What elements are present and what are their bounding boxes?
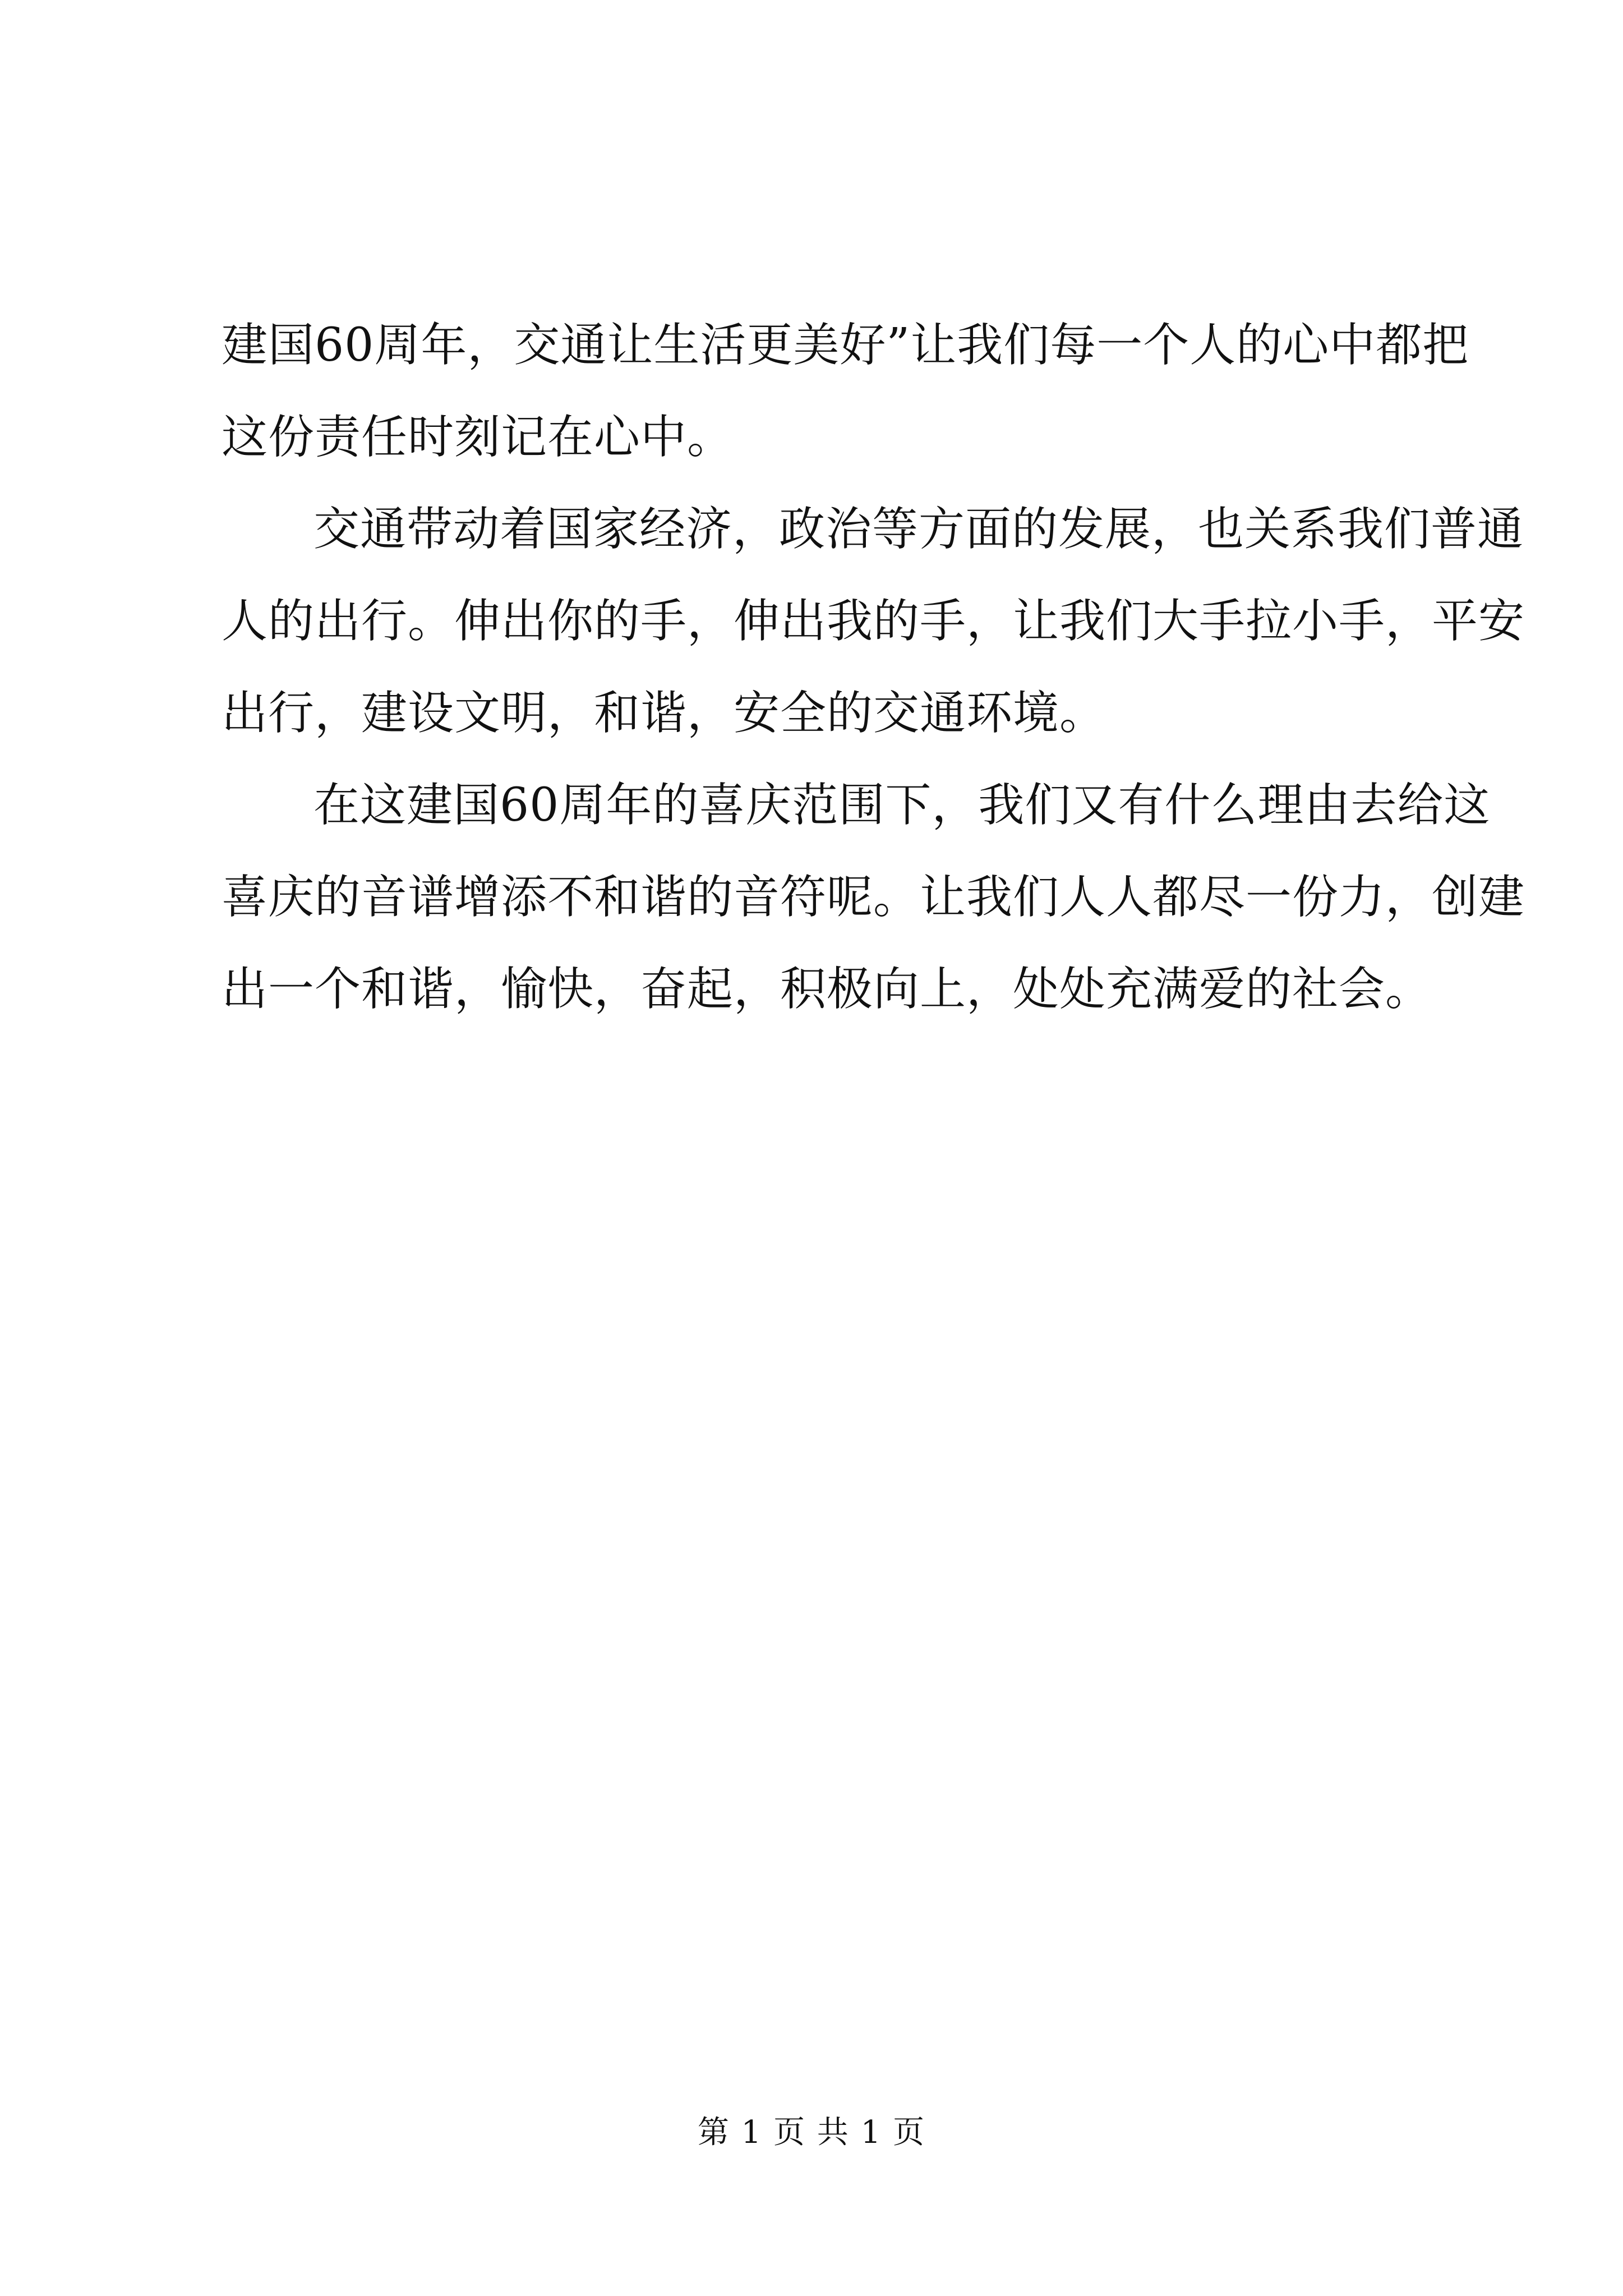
page-number-footer: 第 1 页 共 1 页 [697, 2114, 926, 2151]
body-text [222, 300, 1525, 1036]
paragraph-2-line-2: 人的出行。伸出你的手，伸出我的手，让我们大手拉小手，平安 [222, 595, 1525, 648]
paragraph-3-line-3: 出一个和谐，愉快，奋起，积极向上，处处充满爱的社会。 [222, 963, 1432, 1016]
paragraph-2-line-1: 交通带动着国家经济，政治等方面的发展，也关系我们普通 [313, 503, 1524, 556]
paragraph-3-line-2: 喜庆的音谱增添不和谐的音符呢。让我们人人都尽一份力，创建 [222, 871, 1525, 924]
paragraph-3-line-1: 在这建国60周年的喜庆范围下，我们又有什么理由去给这 [313, 779, 1491, 832]
paragraph-2-line-3: 出行，建设文明，和谐，安全的交通环境。 [222, 687, 1106, 740]
paragraph-1-line-1: 建国60周年，交通让生活更美好”让我们每一个人的心中都把 [222, 319, 1469, 372]
paragraph-1-line-2: 这份责任时刻记在心中。 [222, 411, 734, 464]
